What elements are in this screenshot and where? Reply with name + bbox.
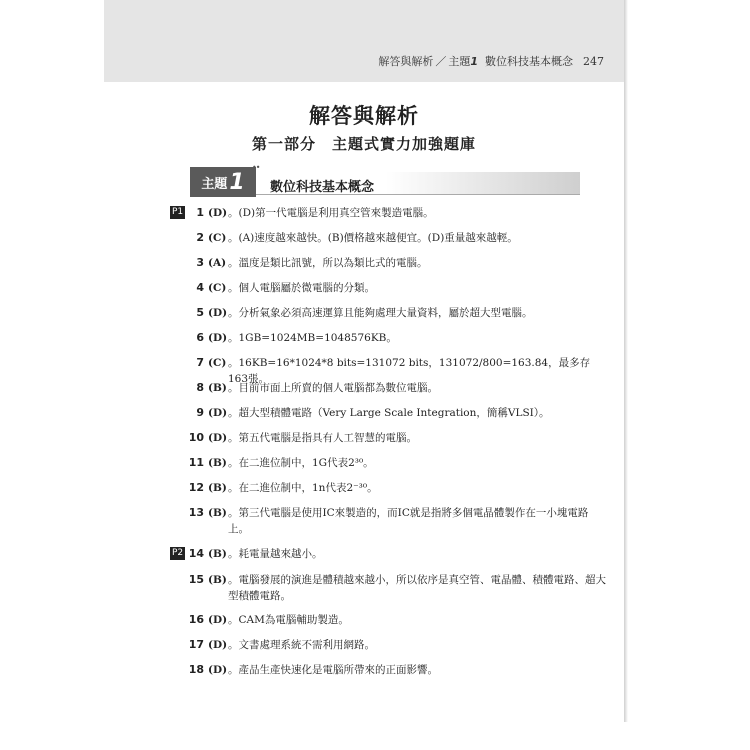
answer-item <box>174 637 614 653</box>
answer-explanation: 。耗電量越來越小。 <box>228 548 323 560</box>
question-number: 3 <box>196 256 204 269</box>
answer-explanation: 。第五代電腦是指具有人工智慧的電腦。 <box>228 432 417 444</box>
running-header <box>378 53 604 69</box>
answer-explanation: 。在二進位制中，1n代表2⁻³⁰。 <box>228 482 378 494</box>
answer-key: (C) <box>208 232 227 244</box>
answer-key: (D) <box>208 332 228 344</box>
answer-explanation: 。16KB=16*1024*8 bits=131072 bits，131072/800=163.84，最多存163張。 <box>228 357 591 385</box>
answer-key: (D) <box>208 639 228 651</box>
topic-tab <box>190 167 256 197</box>
answer-explanation: 。分析氣象必須高速運算且能夠處理大量資料，屬於超大型電腦。 <box>228 307 533 319</box>
answer-item <box>174 480 614 496</box>
question-number: 18 <box>188 663 204 676</box>
header-topic-name: 數位科技基本概念 <box>485 55 573 68</box>
header-band <box>104 0 624 82</box>
answer-item <box>174 505 614 537</box>
answer-key: (B) <box>208 457 227 469</box>
answer-key: (C) <box>208 357 227 369</box>
answer-item <box>174 612 614 628</box>
answer-item <box>174 330 614 346</box>
answer-explanation: 。CAM為電腦輔助製造。 <box>228 614 349 626</box>
answer-item <box>174 572 614 604</box>
header-topic-label: 主題 <box>448 55 471 68</box>
answer-explanation: 。目前市面上所賣的個人電腦都為數位電腦。 <box>228 382 438 394</box>
answer-explanation: 。超大型積體電路（Very Large Scale Integration，簡稱VLSI）。 <box>228 407 550 419</box>
question-number: 4 <box>196 281 204 294</box>
topic-banner <box>190 163 580 197</box>
page-edge-shadow <box>624 0 628 722</box>
answer-explanation: 。1GB=1024MB=1048576KB。 <box>228 332 397 344</box>
answer-key: (D) <box>208 614 228 626</box>
page-title: 解答與解析 <box>309 104 419 128</box>
answer-key: (D) <box>208 664 228 676</box>
question-number: 17 <box>188 638 204 651</box>
answer-explanation: 。溫度是類比訊號，所以為類比式的電腦。 <box>228 257 428 269</box>
answer-explanation: 。第三代電腦是使用IC來製造的，而IC就是指將多個電晶體製作在一小塊電路上。 <box>228 507 589 535</box>
answer-item <box>174 230 614 246</box>
answer-item <box>174 546 614 562</box>
answer-key: (D) <box>208 432 228 444</box>
answer-item <box>174 662 614 678</box>
answer-item <box>174 305 614 321</box>
answer-key: (B) <box>208 507 227 519</box>
answer-explanation: 。(D)第一代電腦是利用真空管來製造電腦。 <box>228 207 434 219</box>
question-number: 14 <box>188 547 204 560</box>
question-number: 10 <box>188 431 204 444</box>
header-topic-number: 1 <box>470 55 478 68</box>
answer-key: (D) <box>208 407 228 419</box>
question-number: 7 <box>196 356 204 369</box>
answer-item <box>174 430 614 446</box>
question-number: 12 <box>188 481 204 494</box>
answer-item <box>174 405 614 421</box>
question-number: 5 <box>196 306 204 319</box>
answer-item <box>174 280 614 296</box>
answer-explanation: 。電腦發展的演進是體積越來越小，所以依序是真空管、電晶體、積體電路、超大型積體電路。 <box>228 574 606 602</box>
part-badge: P1 <box>172 207 184 217</box>
answer-key: (B) <box>208 482 227 494</box>
question-number: 1 <box>196 206 204 219</box>
question-number: 15 <box>188 573 204 586</box>
running-title: 解答與解析 <box>378 55 434 68</box>
question-number: 8 <box>196 381 204 394</box>
question-number: 6 <box>196 331 204 344</box>
book-page <box>104 0 624 722</box>
answer-explanation: 。文書處理系統不需利用網路。 <box>228 639 375 651</box>
answer-explanation: 。個人電腦屬於微電腦的分類。 <box>228 282 375 294</box>
answer-explanation: 。在二進位制中，1G代表2³⁰。 <box>228 457 374 469</box>
answer-item <box>174 455 614 471</box>
topic-tab-number: 1 <box>229 169 245 195</box>
answer-key: (B) <box>208 548 227 560</box>
answer-key: (B) <box>208 382 227 394</box>
answer-item <box>174 205 614 221</box>
question-number: 16 <box>188 613 204 626</box>
answer-item <box>174 380 614 396</box>
question-number: 13 <box>188 506 204 519</box>
answer-key: (A) <box>208 257 227 269</box>
answer-item <box>174 255 614 271</box>
question-number: 9 <box>196 406 204 419</box>
answer-key: (D) <box>208 307 228 319</box>
question-number: 2 <box>196 231 204 244</box>
answer-key: (D) <box>208 207 228 219</box>
question-number: 11 <box>188 456 204 469</box>
part-badge: P2 <box>172 548 184 558</box>
topic-title: 數位科技基本概念 <box>270 180 375 195</box>
answer-key: (C) <box>208 282 227 294</box>
answer-explanation: 。產品生產快速化是電腦所帶來的正面影響。 <box>228 664 438 676</box>
dots-decoration: •• <box>252 163 260 172</box>
section-subtitle: 第一部分 主題式實力加強題庫 <box>251 135 476 153</box>
header-separator: ／ <box>435 55 447 68</box>
page-number: 247 <box>583 55 604 68</box>
answer-key: (B) <box>208 574 227 586</box>
topic-tab-label: 主題 <box>201 176 228 192</box>
answer-explanation: 。(A)速度越來越快。(B)價格越來越便宜。(D)重量越來越輕。 <box>228 232 518 244</box>
